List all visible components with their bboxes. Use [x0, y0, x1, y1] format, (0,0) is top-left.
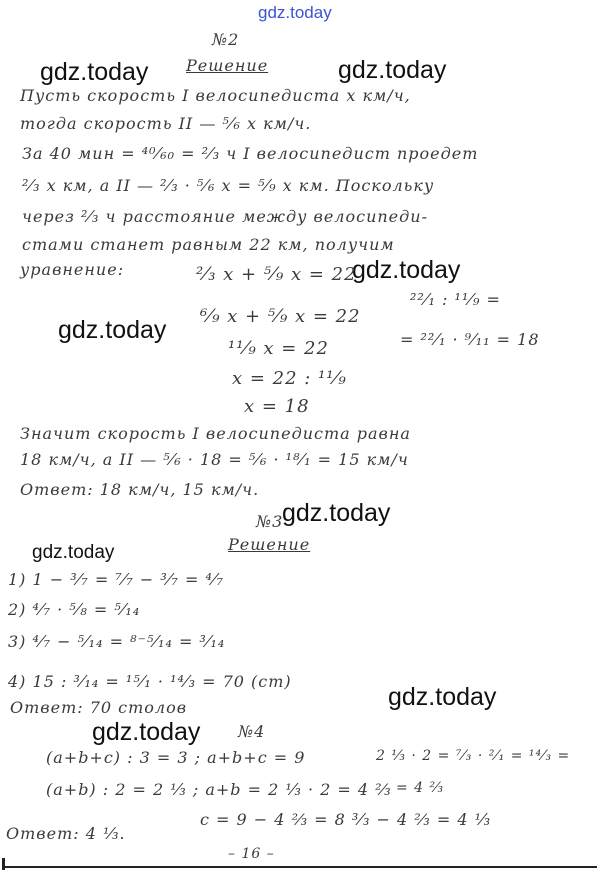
problem4-line: (a+b+c) : 3 = 3 ; a+b+c = 9 — [46, 748, 306, 767]
watermark: gdz.today — [282, 499, 391, 527]
watermark-top: gdz.today — [258, 3, 332, 22]
problem2-line: Пусть скорость I велосипедиста x км/ч, — [20, 86, 411, 105]
problem4-line: c = 9 − 4 ⅔ = 8 ³⁄₃ − 4 ⅔ = 4 ⅓ — [200, 810, 492, 829]
problem3-heading: Решение — [228, 535, 311, 554]
page-number: – 16 – — [228, 846, 275, 862]
watermark: gdz.today — [40, 58, 149, 86]
problem2-equation: ²⁄₃ x + ⁵⁄₉ x = 22 — [196, 264, 357, 285]
problem2-line: стами станет равным 22 км, получим — [22, 235, 395, 254]
problem3-step: 1) 1 − ³⁄₇ = ⁷⁄₇ − ³⁄₇ = ⁴⁄₇ — [8, 570, 224, 589]
page-bottom-edge — [2, 866, 597, 868]
problem2-equation: x = 22 : ¹¹⁄₉ — [232, 368, 347, 389]
problem4-side-calc: = 4 ⅔ — [396, 780, 445, 796]
watermark: gdz.today — [92, 718, 201, 746]
problem2-heading: Решение — [186, 56, 269, 75]
problem2-line: За 40 мин = ⁴⁰⁄₆₀ = ²⁄₃ ч I велосипедист проедет — [22, 144, 479, 163]
problem4-side-calc: 2 ⅓ · 2 = ⁷⁄₃ · ²⁄₁ = ¹⁴⁄₃ = — [376, 748, 571, 764]
problem3-step: 4) 15 : ³⁄₁₄ = ¹⁵⁄₁ · ¹⁴⁄₃ = 70 (ст) — [8, 672, 292, 691]
problem4-number: №4 — [238, 722, 266, 741]
problem2-answer: Ответ: 18 км/ч, 15 км/ч. — [20, 480, 260, 499]
problem2-line: уравнение: — [20, 260, 125, 279]
problem2-number: №2 — [212, 30, 240, 49]
problem2-line: через ²⁄₃ ч расстояние между велосипеди- — [22, 207, 428, 226]
problem2-line: 18 км/ч, а II — ⁵⁄₆ · 18 = ⁵⁄₆ · ¹⁸⁄₁ = 15 км/ч — [20, 450, 409, 469]
problem2-equation: x = 18 — [244, 396, 310, 417]
problem3-number: №3 — [256, 512, 284, 531]
problem2-equation: ¹¹⁄₉ x = 22 — [228, 338, 329, 359]
problem2-side-calc: ²²⁄₁ : ¹¹⁄₉ = — [410, 290, 501, 309]
problem2-line: Значит скорость I велосипедиста равна — [20, 424, 411, 443]
problem2-line: ²⁄₃ x км, а II — ²⁄₃ · ⁵⁄₆ x = ⁵⁄₉ x км. Поскольку — [22, 176, 435, 195]
problem2-side-calc: = ²²⁄₁ · ⁹⁄₁₁ = 18 — [400, 330, 540, 349]
problem3-step: 3) ⁴⁄₇ − ⁵⁄₁₄ = ⁸⁻⁵⁄₁₄ = ³⁄₁₄ — [8, 632, 226, 651]
watermark: gdz.today — [388, 683, 497, 711]
problem2-equation: ⁶⁄₉ x + ⁵⁄₉ x = 22 — [200, 306, 361, 327]
problem2-line: тогда скорость II — ⁵⁄₆ x км/ч. — [20, 114, 312, 133]
problem4-answer: Ответ: 4 ⅓. — [6, 824, 126, 843]
problem3-step: 2) ⁴⁄₇ · ⁵⁄₈ = ⁵⁄₁₄ — [8, 600, 141, 619]
page-edge-mark — [2, 858, 5, 870]
problem4-line: (a+b) : 2 = 2 ⅓ ; a+b = 2 ⅓ · 2 = 4 ⅔ — [46, 780, 392, 799]
problem3-answer: Ответ: 70 столов — [10, 698, 188, 717]
watermark: gdz.today — [338, 56, 447, 84]
watermark: gdz.today — [32, 542, 115, 563]
watermark: gdz.today — [58, 316, 167, 344]
watermark: gdz.today — [352, 256, 461, 284]
